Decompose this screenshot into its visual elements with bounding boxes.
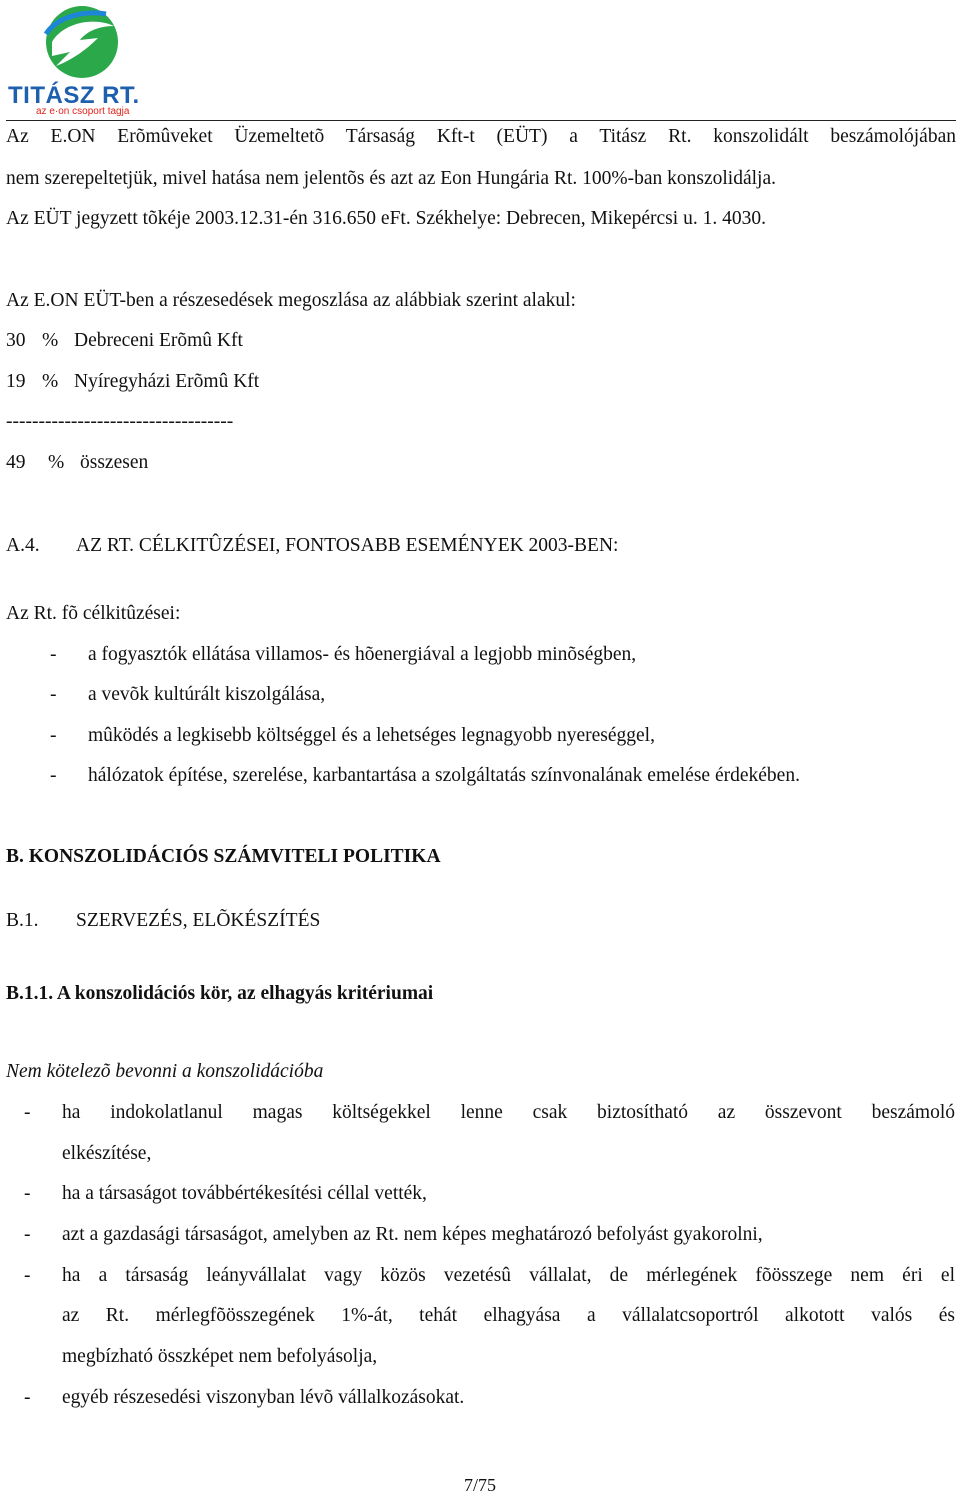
bullet-dash: - xyxy=(50,684,57,705)
section-a4-number: A.4. xyxy=(6,535,40,556)
share-row-name: Nyíregyházi Erõmû Kft xyxy=(74,371,260,392)
shares-total-pct: 49 xyxy=(6,452,26,473)
shares-total-sign: % xyxy=(48,452,65,473)
list-item-continuation: elkészítése, xyxy=(62,1143,152,1164)
share-row-pct: 30 xyxy=(6,330,26,351)
page-number: 7/75 xyxy=(463,1475,496,1495)
share-row-name: Debreceni Erõmû Kft xyxy=(74,330,243,351)
intro-line-1: Az E.ON Erõmûveket Üzemeltetõ Társaság Kft-t (EÜT) a Titász Rt. konszolidált beszámolójában xyxy=(6,126,956,147)
list-item: azt a gazdasági társaságot, amelyben az Rt. nem képes meghatározó befolyást gyakorolni, xyxy=(62,1224,763,1245)
section-b-heading: B. KONSZOLIDÁCIÓS SZÁMVITELI POLITIKA xyxy=(6,846,441,867)
section-a4-lead: Az Rt. fõ célkitûzései: xyxy=(6,603,181,624)
list-item: mûködés a legkisebb költséggel és a lehetséges legnagyobb nyereséggel, xyxy=(88,725,655,746)
section-b11-heading: B.1.1. A konszolidációs kör, az elhagyás kritériumai xyxy=(6,983,434,1004)
section-a4-title: AZ RT. CÉLKITÛZÉSEI, FONTOSABB ESEMÉNYEK 2003-BEN: xyxy=(76,535,619,556)
list-item: ha indokolatlanul magas költségekkel lenne csak biztosítható az összevont beszámoló xyxy=(62,1102,955,1123)
list-item-continuation: az Rt. mérlegfõösszegének 1%-át, tehát elhagyása a vállalatcsoportról alkotott valós és xyxy=(62,1305,955,1326)
logo-tagline: az e·on csoport tagja xyxy=(36,106,130,117)
list-item: hálózatok építése, szerelése, karbantartása a szolgáltatás színvonalának emelése érdekében. xyxy=(88,765,800,786)
list-item: ha a társaságot továbbértékesítési céllal vették, xyxy=(62,1183,427,1204)
bullet-dash: - xyxy=(24,1102,31,1123)
intro-line-2: nem szerepeltetjük, mivel hatása nem jelentõs és azt az Eon Hungária Rt. 100%-ban konszolidálja. xyxy=(6,168,776,189)
list-item: a fogyasztók ellátása villamos- és hõenergiával a legjobb minõségben, xyxy=(88,644,637,665)
section-b1-number: B.1. xyxy=(6,910,39,931)
italic-lead: Nem kötelezõ bevonni a konszolidációba xyxy=(6,1061,324,1082)
logo-wordmark: TITÁSZ RT. xyxy=(8,82,140,109)
intro-line-3: Az EÜT jegyzett tõkéje 2003.12.31-én 316.650 eFt. Székhelye: Debrecen, Mikepércsi u. 1. 4030. xyxy=(6,208,766,229)
list-item-continuation: megbízható összképet nem befolyásolja, xyxy=(62,1346,378,1367)
header-rule xyxy=(6,120,956,121)
bullet-dash: - xyxy=(24,1265,31,1286)
share-row-sign: % xyxy=(42,371,59,392)
bullet-dash: - xyxy=(50,725,57,746)
list-item: egyéb részesedési viszonyban lévõ vállalkozásokat. xyxy=(62,1387,465,1408)
share-row-sign: % xyxy=(42,330,59,351)
bullet-dash: - xyxy=(24,1183,31,1204)
share-row-pct: 19 xyxy=(6,371,26,392)
bullet-dash: - xyxy=(50,644,57,665)
shares-total-label: összesen xyxy=(80,452,149,473)
bullet-dash: - xyxy=(50,765,57,786)
bullet-dash: - xyxy=(24,1387,31,1408)
section-b1-title: SZERVEZÉS, ELÕKÉSZÍTÉS xyxy=(76,910,321,931)
shares-divider: ----------------------------------- xyxy=(6,411,234,432)
list-item: a vevõk kultúrált kiszolgálása, xyxy=(88,684,326,705)
shares-intro: Az E.ON EÜT-ben a részesedések megoszlása az alábbiak szerint alakul: xyxy=(6,290,576,311)
titasz-logo xyxy=(6,4,156,118)
bullet-dash: - xyxy=(24,1224,31,1245)
list-item: ha a társaság leányvállalat vagy közös vezetésû vállalat, de mérlegének fõösszege nem éri el xyxy=(62,1265,955,1286)
